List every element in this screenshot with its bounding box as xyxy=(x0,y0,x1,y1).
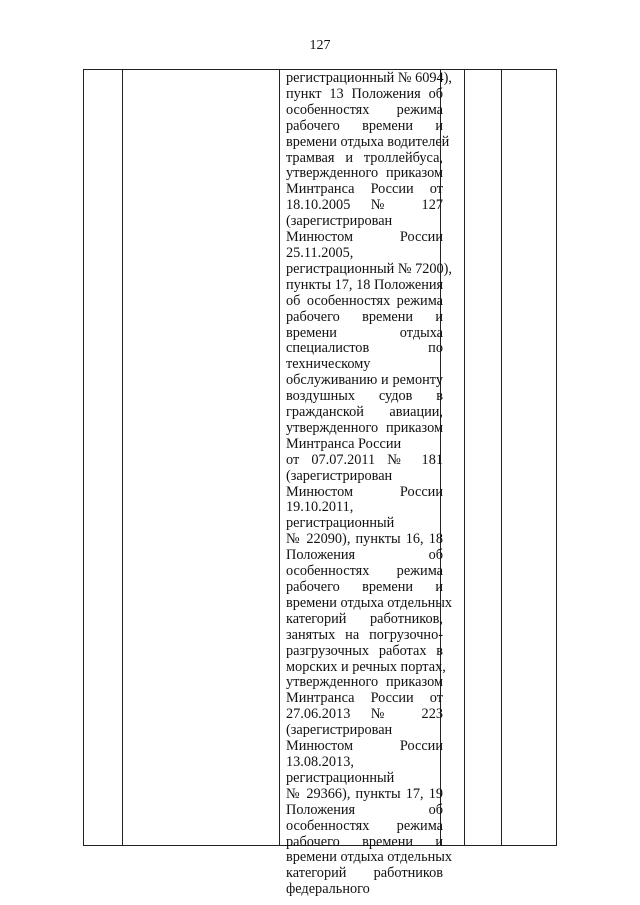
cell-text-line: утвержденного приказом xyxy=(286,419,443,436)
table-cell-text xyxy=(286,70,452,898)
cell-text-line: 25.11.2005, xyxy=(286,244,354,261)
column-divider xyxy=(464,69,465,845)
cell-text-line: времени отдыха водителей xyxy=(286,133,450,150)
cell-text-line: утвержденного приказом xyxy=(286,674,443,691)
cell-text-line: гражданской авиации, xyxy=(286,404,443,421)
page-number: 127 xyxy=(309,38,331,53)
cell-text-line: воздушных судов в xyxy=(286,388,443,405)
cell-text-line: пункты 17, 18 Положения xyxy=(286,276,444,293)
column-divider xyxy=(83,69,84,845)
column-divider xyxy=(501,69,502,845)
cell-text-line: Минтранса России от xyxy=(286,181,443,198)
cell-text-line: занятых на погрузочно- xyxy=(286,626,443,643)
column-divider xyxy=(556,69,557,845)
cell-text-line: обслуживанию и ремонту xyxy=(286,372,443,389)
cell-text-line: рабочего времени и xyxy=(286,308,443,325)
cell-text-line: (зарегистрирован xyxy=(286,722,393,739)
cell-text-line: трамвая и троллейбуса, xyxy=(286,149,443,166)
cell-text-line: Положения об xyxy=(286,547,443,564)
cell-text-line: разгрузочных работах в xyxy=(286,642,443,659)
column-divider xyxy=(122,69,123,845)
cell-text-line: рабочего времени и xyxy=(286,579,443,595)
cell-text-line: регистрационный xyxy=(286,515,395,532)
cell-text-line: 13.08.2013, xyxy=(286,753,354,770)
cell-text-line: регистрационный xyxy=(286,769,395,786)
cell-text-line: 27.06.2013 № 223 xyxy=(286,706,443,723)
cell-text-line: регистрационный № 6094), xyxy=(286,70,452,86)
cell-text-line: Минтранса России от xyxy=(286,690,443,707)
cell-text-line: морских и речных портах, xyxy=(286,658,446,675)
cell-text-line: особенностях режима xyxy=(286,563,443,580)
cell-text-line: категорий работников xyxy=(286,865,443,882)
cell-text-line: особенностях режима xyxy=(286,101,443,118)
cell-text-line: регистрационный № 7200), xyxy=(286,260,452,277)
column-divider xyxy=(279,69,280,845)
cell-text-line: специалистов по xyxy=(286,340,443,357)
cell-text-line: особенностях режима xyxy=(286,817,443,834)
cell-text-line: от 07.07.2011 № 181 xyxy=(286,451,443,468)
cell-text-line: рабочего времени и xyxy=(286,833,443,850)
cell-text-line: утвержденного приказом xyxy=(286,165,443,182)
cell-text-line: (зарегистрирован xyxy=(286,467,393,484)
cell-text-line: Минтранса России xyxy=(286,435,402,452)
cell-text-line: времени отдыха xyxy=(286,324,443,341)
cell-text-line: времени отдыха отдельных xyxy=(286,594,452,611)
cell-text-line: 18.10.2005 № 127 xyxy=(286,197,443,214)
cell-text-line: категорий работников, xyxy=(286,610,443,627)
cell-text-line: времени отдыха отдельных xyxy=(286,849,452,866)
cell-text-line: Минюстом России xyxy=(286,483,443,500)
cell-text-line: Положения об xyxy=(286,801,443,818)
cell-text-line: федерального xyxy=(286,881,370,898)
cell-text-line: пункт 13 Положения об xyxy=(286,85,443,102)
cell-text-line: рабочего времени и xyxy=(286,117,443,134)
cell-text-line: об особенностях режима xyxy=(286,292,443,309)
cell-text-line: техническому xyxy=(286,356,371,373)
cell-text-line: № 29366), пункты 17, 19 xyxy=(286,785,443,802)
cell-text-line: Минюстом России xyxy=(286,738,443,755)
cell-text-line: 19.10.2011, xyxy=(286,499,354,516)
cell-text-line: (зарегистрирован xyxy=(286,213,393,230)
cell-text-line: Минюстом России xyxy=(286,229,443,246)
cell-text-line: № 22090), пункты 16, 18 xyxy=(286,531,443,548)
